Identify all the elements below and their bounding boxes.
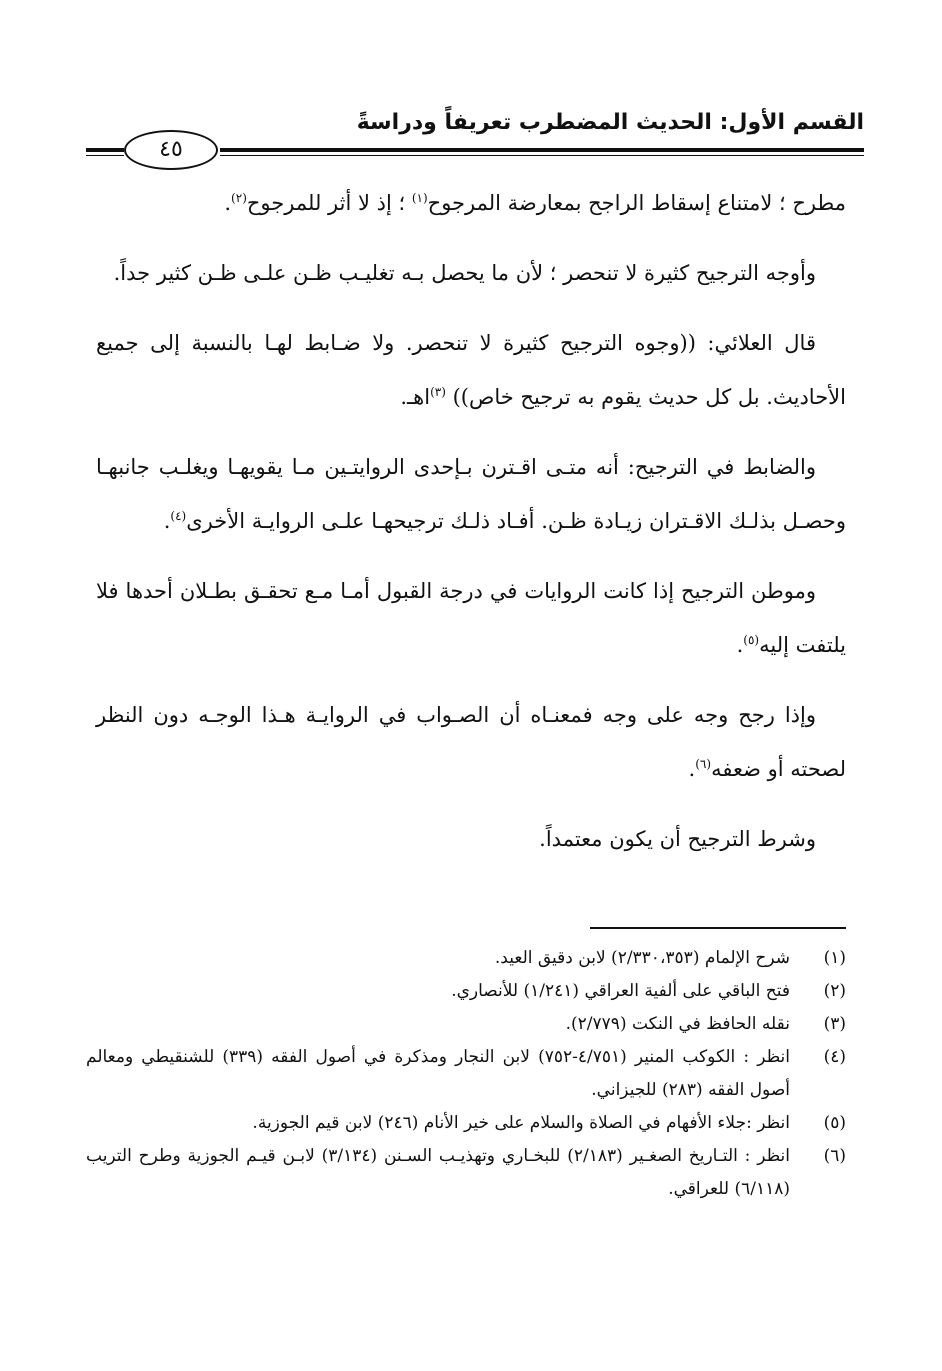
footnote [86,1140,846,1206]
paragraph [96,564,846,672]
paragraph-text: مطرح ؛ لامتناع إسقاط الراجح بمعارضة المرجوح [427,191,846,215]
paragraph [96,440,846,548]
footnote-number: (٤) [823,1047,846,1067]
header-rule-left-thin [86,155,124,156]
footnote [86,1107,846,1140]
header-rule-thin [220,155,864,156]
paragraph-text: وموطن الترجيح إذا كانت الروايات في درجة القبول أمـا مـع تحقـق بطـلان أحدها فلا يلتفت إليه [96,579,846,657]
footnote-number: (٢) [823,981,846,1001]
footnote-text: انظر : التـاريخ الصغـير (٢/١٨٣) للبخـاري وتهذيـب السـنن (٣/١٣٤) لابـن قيـم الجوزية وطرح التريب (٦/١١٨) للعراقي. [86,1146,790,1199]
footnotes [86,942,846,1206]
footnote-text: شرح الإلمام (٢/٣٣٠،٣٥٣) لابن دقيق العيد. [494,948,790,968]
paragraph [96,316,846,424]
footnote-number: (٥) [823,1113,846,1133]
page-number: ٤٥ [124,130,218,170]
paragraph [96,246,846,300]
paragraph-text: اهـ. [400,385,431,409]
header-rule [220,148,864,152]
footnote-number: (١) [823,948,846,968]
footnote-reference[interactable]: (٥) [743,633,760,647]
footnote [86,1008,846,1041]
paragraph-text: . [688,757,696,781]
footnote-text: نقله الحافظ في النكت (٢/٧٧٩). [565,1014,790,1034]
footnote-number: (٣) [823,1014,846,1034]
paragraph-text: قال العلائي: ((وجوه الترجيح كثيرة لا تنحصر. ولا ضـابط لهـا بالنسبة إلى جميع الأحاديث. بل كل حديث يقوم به ترجيح خاص)) [96,331,846,409]
footnote-reference[interactable]: (١) [411,191,428,205]
footnote-reference[interactable]: (٤) [170,509,187,523]
paragraph [96,812,846,866]
paragraph-text: وشرط الترجيح أن يكون معتمداً. [539,827,816,851]
paragraph-text: ؛ إذ لا أثر للمرجوح [246,191,412,215]
footnote [86,975,846,1008]
footnote-text: انظر : الكوكب المنير (٤/٧٥١-٧٥٢) لابن النجار ومذكرة في أصول الفقه (٣٣٩) للشنقيطي ومعالم أصول الفقه (٢٨٣) للجيزاني. [86,1047,790,1100]
footnote [86,1041,846,1107]
footnote-text: انظر :جلاء الأفهام في الصلاة والسلام على خير الأنام (٢٤٦) لابن قيم الجوزية. [252,1113,790,1133]
footnote-reference[interactable]: (٦) [695,757,712,771]
footnote-reference[interactable]: (٣) [430,385,446,399]
paragraph-text: . [163,509,171,533]
footnote-text: فتح الباقي على ألفية العراقي (١/٢٤١) للأنصاري. [451,981,790,1001]
footnote-reference[interactable]: (٢) [231,191,247,205]
footnote-number: (٦) [823,1146,846,1166]
paragraph-text: . [736,633,744,657]
footnote [86,942,846,975]
paragraph-text: وأوجه الترجيح كثيرة لا تنحصر ؛ لأن ما يحصل بـه تغليـب ظـن علـى ظـن كثير جداً. [113,261,816,285]
paragraph-text: والضابط في الترجيح: أنه متـى اقـترن بـإحدى الروايتـين مـا يقويهـا ويغلـب جانبهـا وحصـل بذلـك الاقـتران زيـادة ظـن. أفـاد ذلـك ترجيحهـا علـى الروايـة الأخرى [96,455,846,533]
chapter-title: القسم الأول: الحديث المضطرب تعريفاً ودراسةً [356,110,864,135]
header-rule-left [86,148,124,152]
paragraph [96,688,846,796]
running-header [86,104,864,166]
paragraph-text: . [224,191,232,215]
paragraph-text: وإذا رجح وجه على وجه فمعنـاه أن الصـواب في الروايـة هـذا الوجـه دون النظر لصحته أو ضعفه [96,703,846,781]
footnote-separator [590,927,846,929]
paragraph [96,176,846,230]
main-text [96,176,846,882]
